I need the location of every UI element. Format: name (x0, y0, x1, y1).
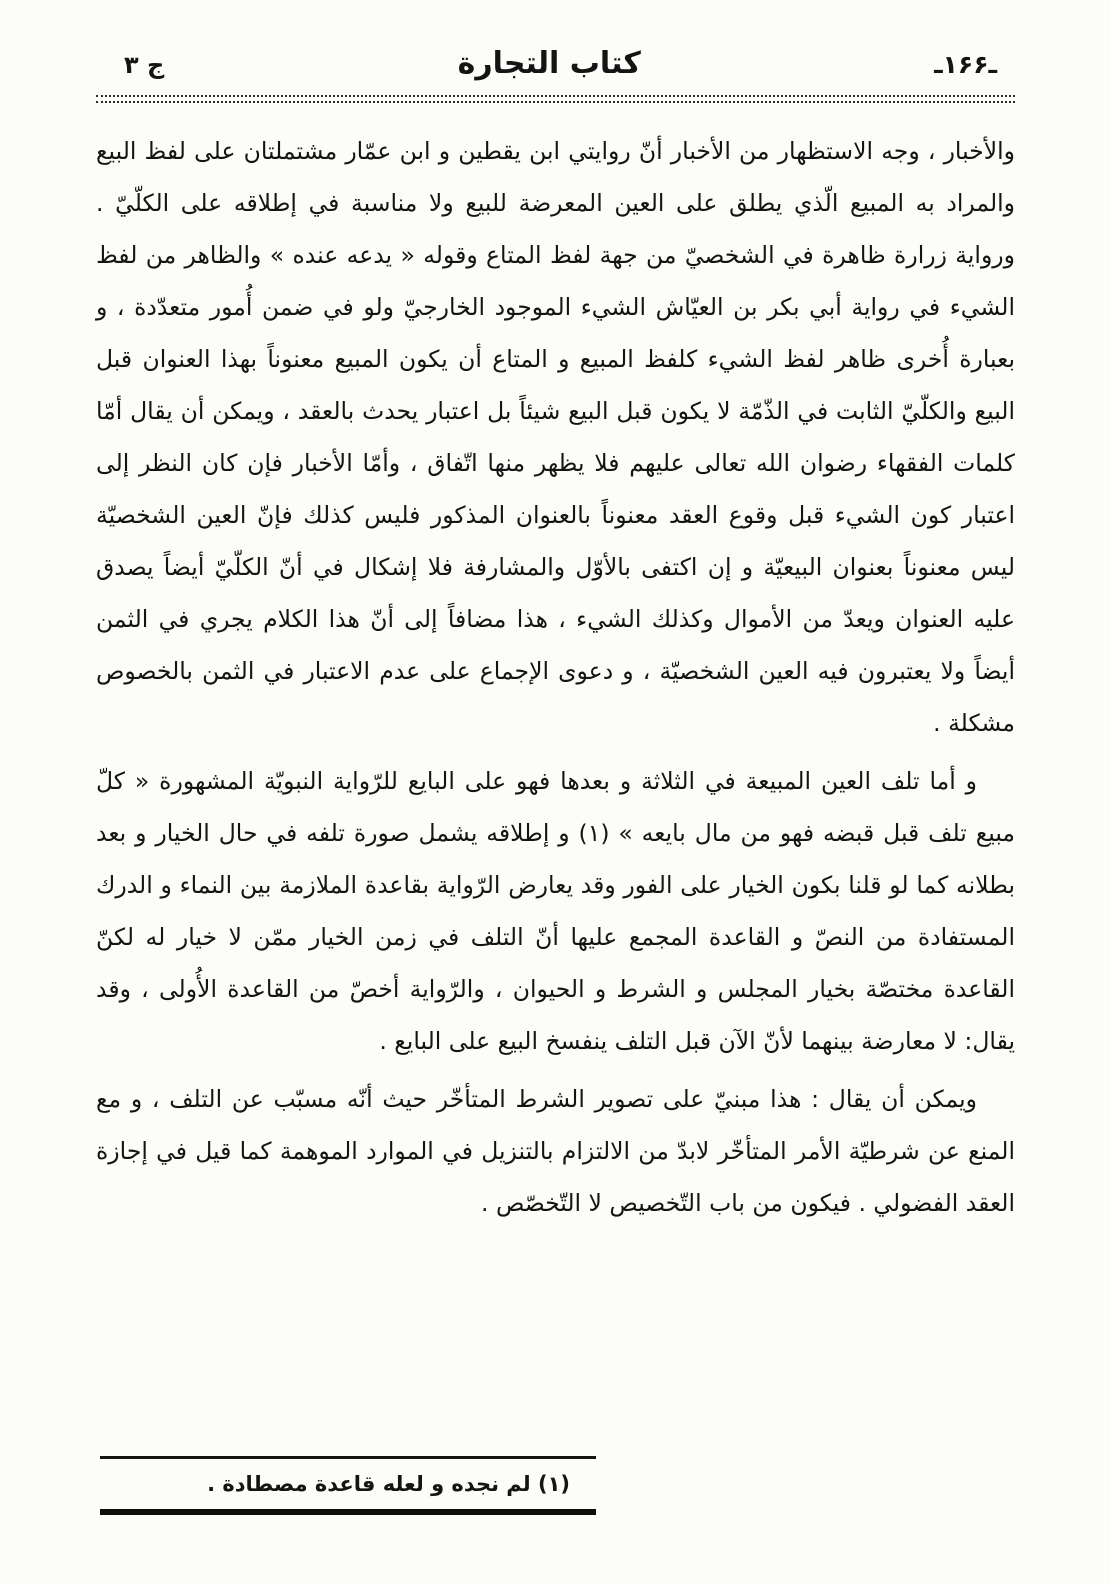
header-divider (96, 95, 1015, 103)
paragraph: والأخبار ، وجه الاستظهار من الأخبار أنّ روايتي ابن يقطين و ابن عمّار مشتملتان على لفظ البيع والمراد به المبيع الّذي يطلق على العين المعرضة للبيع ولا مناسبة في إطلاقه على الكلّيّ . ورواية زرارة ظاهرة في الشخصيّ من جهة لفظ المتاع وقوله « يدعه عنده » والظاهر من لفظ الشيء في رواية أبي بكر بن العيّاش الشيء الموجود الخارجيّ ولو في ضمن أُمور متعدّدة ، و بعبارة أُخرى ظاهر لفظ الشيء كلفظ المبيع و المتاع أن يكون المبيع معنوناً بهذا العنوان قبل البيع والكلّيّ الثابت في الذّمّة لا يكون قبل البيع شيئاً بل اعتبار يحدث بالعقد ، ويمكن أن يقال أمّا كلمات الفقهاء رضوان الله تعالى عليهم فلا يظهر منها اتّفاق ، وأمّا الأخبار فإن كان النظر إلى اعتبار كون الشيء قبل وقوع العقد معنوناً بالعنوان المذكور فليس كذلك فإنّ العين الشخصيّة ليس معنوناً بعنوان البيعيّة و إن اكتفى بالأوّل والمشارفة فلا إشكال في أنّ الكلّيّ أيضاً يصدق عليه العنوان ويعدّ من الأموال وكذلك الشيء ، هذا مضافاً إلى أنّ هذا الكلام يجري في الثمن أيضاً ولا يعتبرون فيه العين الشخصيّة ، و دعوى الإجماع على عدم الاعتبار في الثمن بالخصوص مشكلة . (96, 137, 1015, 737)
page-header (96, 46, 1015, 81)
book-title: كتاب التجارة (457, 46, 641, 81)
body-text (96, 125, 1015, 1229)
footnote-area (100, 1456, 596, 1515)
paragraph: و أما تلف العين المبيعة في الثلاثة و بعدها فهو على البايع للرّواية النبويّة المشهورة « كلّ مبيع تلف قبل قبضه فهو من مال بايعه » (١) و إطلاقه يشمل صورة تلفه في حال الخيار و بعد بطلانه كما لو قلنا بكون الخيار على الفور وقد يعارض الرّواية بقاعدة الملازمة بين النماء و الدرك المستفادة من النصّ و القاعدة المجمع عليها أنّ التلف في زمن الخيار ممّن لا خيار له لكنّ القاعدة مختصّة بخيار المجلس و الشرط و الحيوان ، والرّواية أخصّ من القاعدة الأُولى ، وقد يقال: لا معارضة بينهما لأنّ الآن قبل التلف ينفسخ البيع على البايع . (96, 767, 1016, 1055)
footnote-bottom-bar (100, 1509, 596, 1515)
page-number: ـ١۶۶ـ (934, 50, 997, 79)
volume-label: ج ٣ (124, 51, 165, 79)
footnote-text: (١) لم نجده و لعله قاعدة مصطادة . (207, 1472, 570, 1496)
paragraph: ويمكن أن يقال : هذا مبنيّ على تصوير الشرط المتأخّر حيث أنّه مسبّب عن التلف ، و مع المنع عن شرطيّة الأمر المتأخّر لابدّ من الالتزام بالتنزيل في الموارد الموهمة كما قيل في إجازة العقد الفضولي . فيكون من باب التّخصيص لا التّخصّص . (96, 1085, 1015, 1217)
